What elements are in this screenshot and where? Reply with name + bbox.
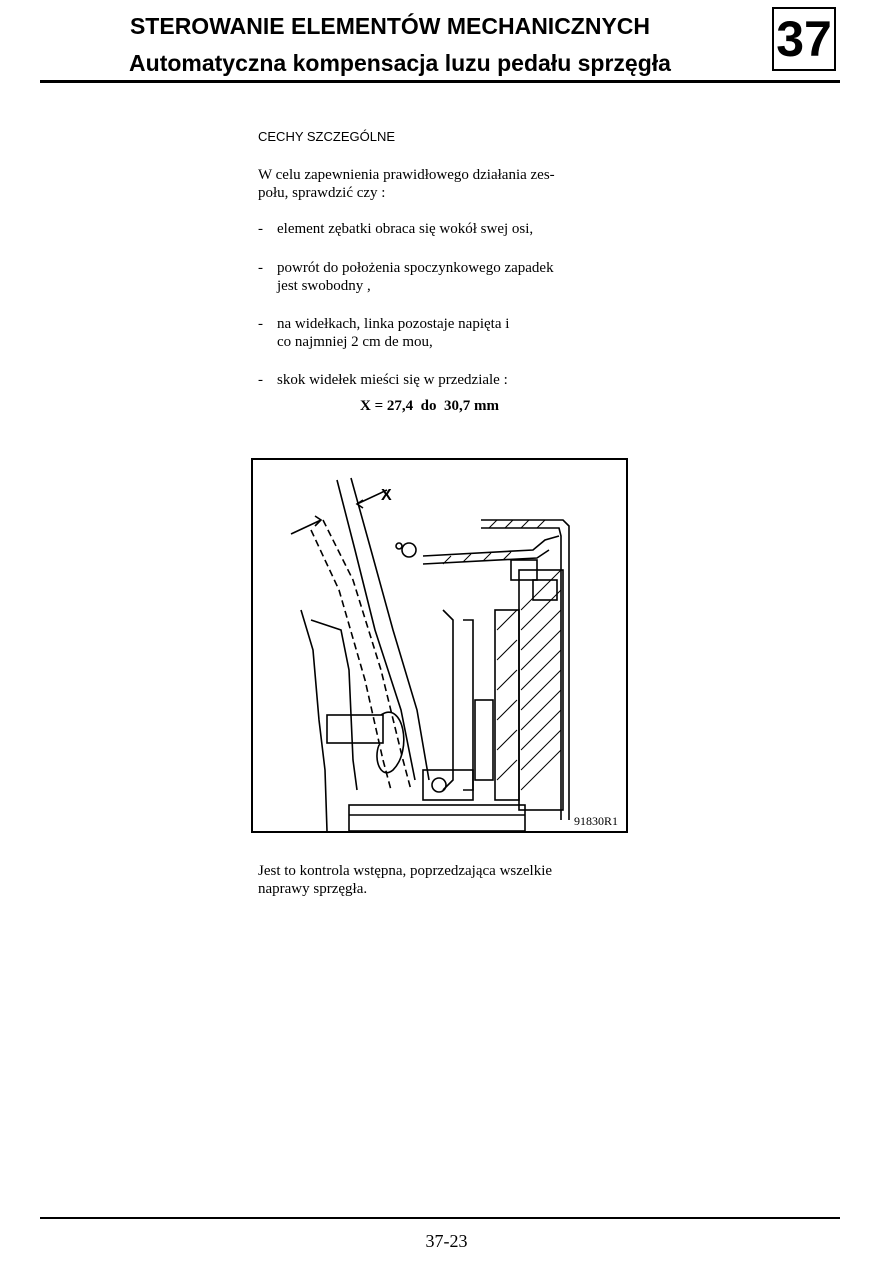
chapter-number-badge: 37 — [772, 7, 836, 71]
intro-paragraph — [258, 166, 628, 202]
intro-line1: W celu zapewnienia prawidłowego działania zes- — [258, 167, 555, 183]
header-title-line1: STEROWANIE ELEMENTÓW MECHANICZNYCH — [129, 13, 651, 39]
bullet-dash: - — [258, 372, 263, 388]
section-heading: CECHY SZCZEGÓLNE — [258, 129, 396, 144]
check-item-4-line1: skok widełek mieści się w przedziale : — [277, 372, 508, 388]
check-item-3-line1: na widełkach, linka pozostaje napięta i — [277, 316, 510, 332]
bullet-dash: - — [258, 260, 263, 276]
dimension-x-label: X — [381, 487, 392, 504]
check-item-1-line1: element zębatki obraca się wokół swej osi, — [277, 221, 534, 237]
page-number: 37-23 — [425, 1231, 468, 1251]
check-item-3-line2: co najmniej 2 cm de mou, — [277, 334, 433, 350]
header-divider — [40, 80, 840, 83]
clutch-mechanism-diagram-icon — [253, 460, 626, 831]
check-item-2-line2: jest swobodny , — [277, 278, 371, 294]
bullet-dash: - — [258, 316, 263, 332]
figure-reference: 91830R1 — [573, 814, 618, 828]
check-item-2-line1: powrót do położenia spoczynkowego zapadek — [277, 260, 554, 276]
closing-line1: Jest to kontrola wstępna, poprzedzająca wszelkie — [258, 863, 553, 879]
stroke-range-formula: X = 27,4 do 30,7 mm — [360, 398, 499, 414]
closing-line2: naprawy sprzęgła. — [258, 881, 368, 897]
clutch-diagram-figure — [251, 458, 628, 833]
header-title-line2: Automatyczna kompensacja luzu pedału sprzęgła — [129, 50, 671, 76]
intro-line2: połu, sprawdzić czy : — [258, 185, 386, 201]
footer-divider — [40, 1217, 840, 1219]
closing-paragraph — [258, 862, 638, 898]
bullet-dash: - — [258, 221, 263, 237]
